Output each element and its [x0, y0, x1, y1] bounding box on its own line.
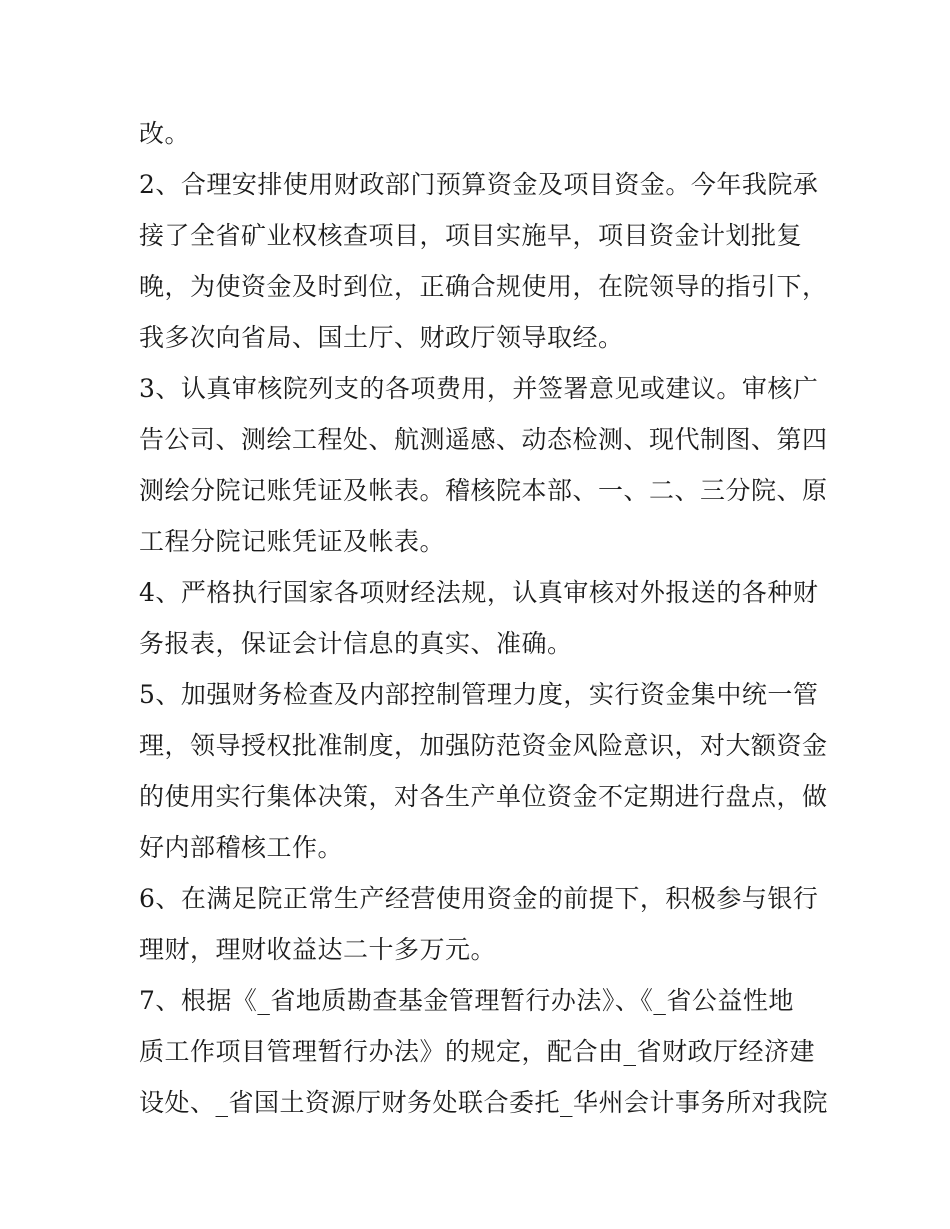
- text-line: 好内部稽核工作。: [139, 833, 344, 862]
- text-line: 质工作项目管理暂行办法》的规定，配合由_省财政厅经济建: [139, 1037, 816, 1066]
- text-line: 务报表，保证会计信息的真实、准确。: [139, 629, 573, 658]
- text-line: 7、根据《_省地质勘查基金管理暂行办法》、《_省公益性地: [139, 986, 794, 1015]
- document-body: [139, 108, 829, 1128]
- text-line: 测绘分院记账凭证及帐表。稽核院本部、一、二、三分院、原: [139, 476, 828, 505]
- text-line: 6、在满足院正常生产经营使用资金的前提下，积极参与银行: [139, 884, 819, 913]
- text-line: 的使用实行集体决策，对各生产单位资金不定期进行盘点，做: [139, 782, 828, 811]
- text-line: 理财，理财收益达二十多万元。: [139, 935, 497, 964]
- text-line: 设处、_省国土资源厅财务处联合委托_华州会计事务所对我院: [139, 1088, 829, 1117]
- text-line: 接了全省矿业权核查项目，项目实施早，项目资金计划批复: [139, 221, 803, 250]
- text-line: 我多次向省局、国土厅、财政厅领导取经。: [139, 323, 624, 352]
- text-line: 工程分院记账凭证及帐表。: [139, 527, 446, 556]
- text-line: 晚，为使资金及时到位，正确合规使用，在院领导的指引下，: [139, 272, 828, 301]
- text-line: 5、加强财务检查及内部控制管理力度，实行资金集中统一管: [139, 680, 819, 709]
- text-line: 2、合理安排使用财政部门预算资金及项目资金。今年我院承: [139, 170, 819, 199]
- text-line: 4、严格执行国家各项财经法规，认真审核对外报送的各种财: [139, 578, 819, 607]
- text-line: 理，领导授权批准制度，加强防范资金风险意识，对大额资金: [139, 731, 828, 760]
- text-line: 改。: [139, 119, 191, 148]
- text-line: 3、认真审核院列支的各项费用，并签署意见或建议。审核广: [139, 374, 819, 403]
- text-line: 告公司、测绘工程处、航测遥感、动态检测、现代制图、第四: [139, 425, 828, 454]
